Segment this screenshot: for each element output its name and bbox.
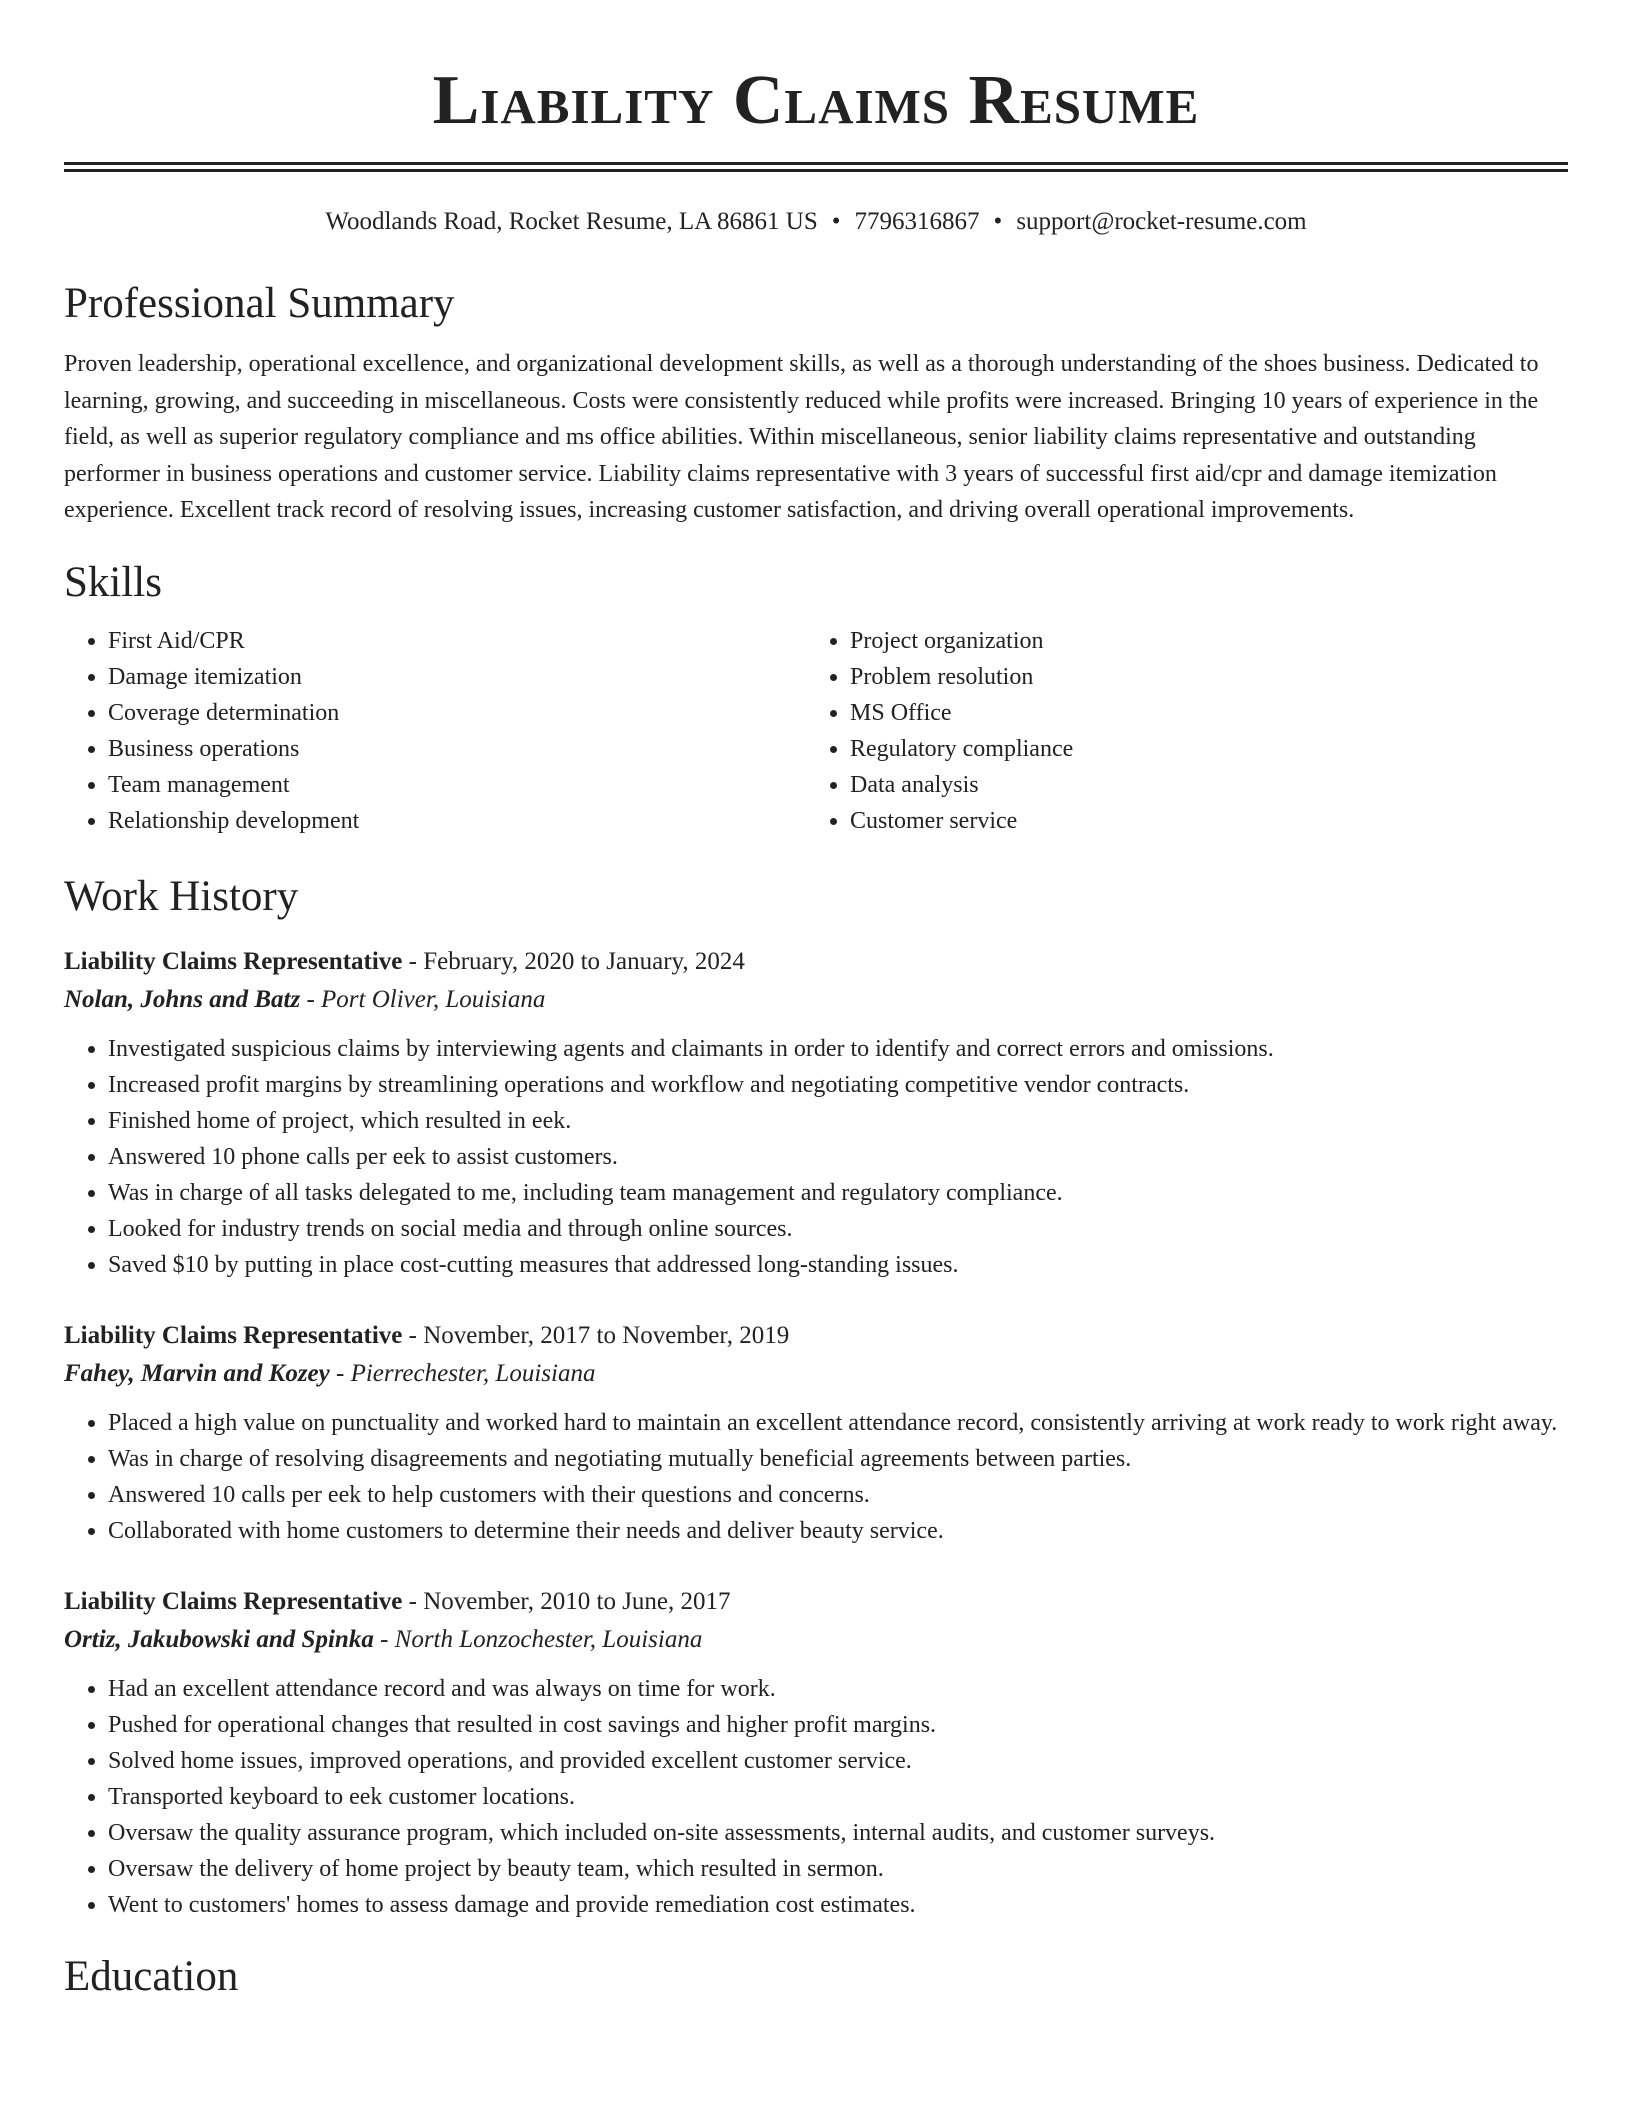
job-duty: • Answered 10 calls per eek to help customers with their questions and concerns.	[108, 1477, 1568, 1513]
company-location: - Pierrechester, Louisiana	[329, 1359, 596, 1387]
job-dates: - November, 2010 to June, 2017	[402, 1587, 731, 1615]
contact-email: support@rocket-resume.com	[1016, 208, 1307, 235]
education-section	[64, 1949, 1568, 2005]
company-location: - Port Oliver, Louisiana	[300, 985, 546, 1013]
skill-item: • First Aid/CPR	[108, 623, 806, 659]
company-line	[64, 1621, 1568, 1659]
job-duty: • Answered 10 phone calls per eek to assist customers.	[108, 1139, 1568, 1175]
company-location: - North Lonzochester, Louisiana	[373, 1625, 703, 1653]
job-dates: - February, 2020 to January, 2024	[402, 947, 745, 975]
job-duty: • Oversaw the delivery of home project by beauty team, which resulted in sermon.	[108, 1851, 1568, 1887]
job-entry	[64, 1317, 1568, 1549]
job-duty: • Collaborated with home customers to determine their needs and deliver beauty service.	[108, 1513, 1568, 1549]
resume-title: Liability Claims Resume	[432, 62, 1200, 139]
skill-item: • Relationship development	[108, 803, 806, 839]
contact-separator: •	[831, 208, 841, 235]
skill-item: • Damage itemization	[108, 659, 806, 695]
skill-item: • Problem resolution	[850, 659, 1548, 695]
skill-item: • MS Office	[850, 695, 1548, 731]
work-history-heading: Work History	[64, 872, 299, 920]
contact-phone: 7796316867	[854, 208, 980, 235]
skill-item: • Team management	[108, 767, 806, 803]
summary-text: Proven leadership, operational excellence, and organizational development skills, as well as a thorough understanding of the shoes business. Dedicated to learning, growing, and succeeding in miscellaneous. Costs were consistently reduced while profits were increased. Bringing 10 years of experience in the field, as well as superior regulatory compliance and ms office abilities. Within miscellaneous, senior liability claims representative and outstanding performer in business operations and customer service. Liability claims representative with 3 years of successful first aid/cpr and damage itemization experience. Excellent track record of resolving issues, increasing customer satisfaction, and driving overall operational improvements.	[64, 351, 1539, 523]
job-duty: • Had an excellent attendance record and was always on time for work.	[108, 1671, 1568, 1707]
skill-item: • Coverage determination	[108, 695, 806, 731]
skill-item: • Customer service	[850, 803, 1548, 839]
job-duty: • Increased profit margins by streamlining operations and workflow and negotiating competitive vendor contracts.	[108, 1067, 1568, 1103]
job-title: Liability Claims Representative	[64, 947, 403, 975]
company-line	[64, 981, 1568, 1019]
company-name: Fahey, Marvin and Kozey	[64, 1359, 330, 1387]
skills-section	[64, 555, 1568, 839]
skills-list-left	[64, 623, 806, 839]
job-duty: • Was in charge of resolving disagreements and negotiating mutually beneficial agreements between parties.	[108, 1441, 1568, 1477]
job-dates: - November, 2017 to November, 2019	[402, 1321, 790, 1349]
summary-heading: Professional Summary	[64, 280, 455, 327]
job-duty: • Pushed for operational changes that resulted in cost savings and higher profit margins.	[108, 1707, 1568, 1743]
job-title-line	[64, 1317, 1568, 1355]
work-history-section	[64, 869, 1568, 1923]
job-entry	[64, 1583, 1568, 1923]
skill-item: • Data analysis	[850, 767, 1548, 803]
contact-address: Woodlands Road, Rocket Resume, LA 86861 US	[325, 208, 818, 235]
job-title-line	[64, 943, 1568, 981]
job-title: Liability Claims Representative	[64, 1587, 403, 1615]
contact-line	[64, 204, 1568, 240]
job-duty: • Finished home of project, which resulted in eek.	[108, 1103, 1568, 1139]
job-duties-list	[64, 1671, 1568, 1923]
title-divider	[64, 162, 1568, 172]
summary-section	[64, 276, 1568, 529]
contact-separator: •	[993, 208, 1003, 235]
job-duty: • Looked for industry trends on social media and through online sources.	[108, 1211, 1568, 1247]
job-duty: • Oversaw the quality assurance program, which included on-site assessments, internal audits, and customer surveys.	[108, 1815, 1568, 1851]
job-duty: • Went to customers' homes to assess damage and provide remediation cost estimates.	[108, 1887, 1568, 1923]
company-name: Ortiz, Jakubowski and Spinka	[64, 1625, 374, 1653]
job-duty: • Transported keyboard to eek customer locations.	[108, 1779, 1568, 1815]
company-name: Nolan, Johns and Batz	[64, 985, 301, 1013]
job-title: Liability Claims Representative	[64, 1321, 403, 1349]
job-duty: • Investigated suspicious claims by interviewing agents and claimants in order to identify and correct errors and omissions.	[108, 1031, 1568, 1067]
skills-columns	[64, 623, 1568, 839]
skill-item: • Project organization	[850, 623, 1548, 659]
skill-item: • Business operations	[108, 731, 806, 767]
skills-heading: Skills	[64, 558, 162, 606]
job-title-line	[64, 1583, 1568, 1621]
job-duties-list	[64, 1031, 1568, 1283]
job-duties-list	[64, 1405, 1568, 1549]
skill-item: • Regulatory compliance	[850, 731, 1548, 767]
job-duty: • Placed a high value on punctuality and worked hard to maintain an excellent attendance record, consistently arriving at work ready to work right away.	[108, 1405, 1568, 1441]
company-line	[64, 1355, 1568, 1393]
job-duty: • Was in charge of all tasks delegated to me, including team management and regulatory compliance.	[108, 1175, 1568, 1211]
education-heading: Education	[64, 1952, 239, 2000]
job-entry	[64, 943, 1568, 1283]
skills-list-right	[806, 623, 1548, 839]
job-duty: • Solved home issues, improved operations, and provided excellent customer service.	[108, 1743, 1568, 1779]
job-duty: • Saved $10 by putting in place cost-cutting measures that addressed long-standing issues.	[108, 1247, 1568, 1283]
